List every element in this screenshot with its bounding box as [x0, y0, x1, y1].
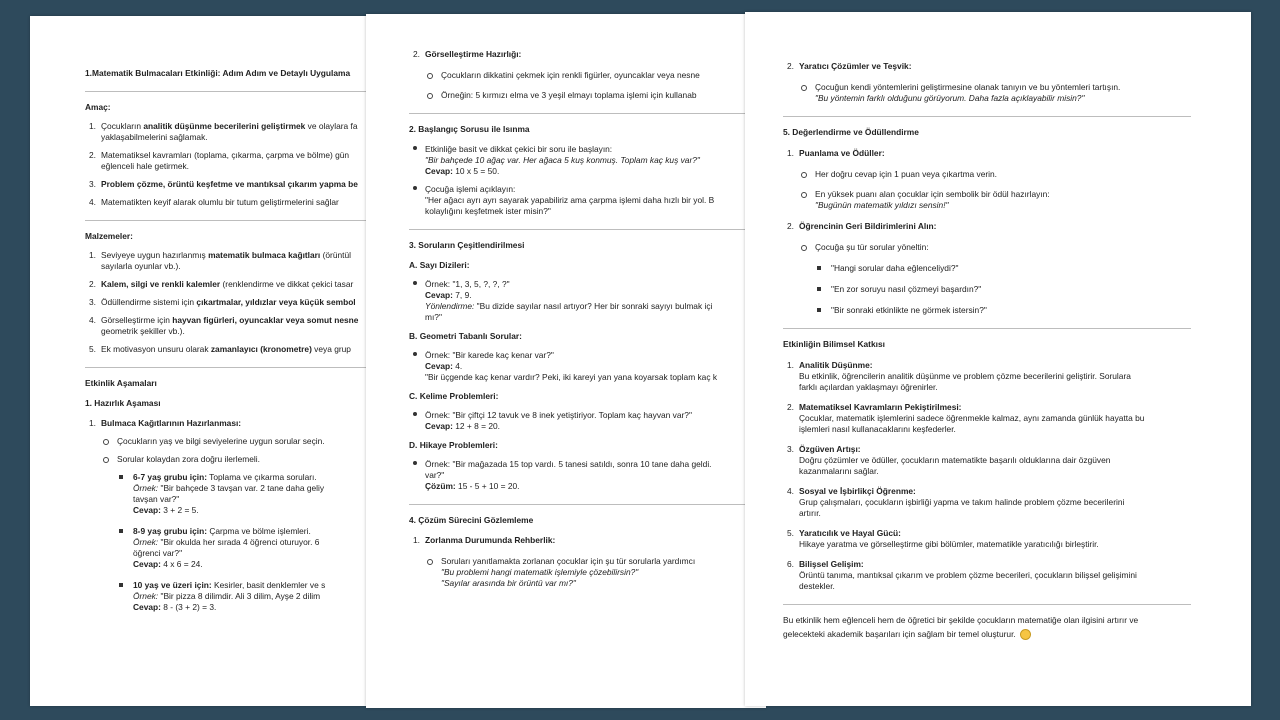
age-groups-list	[85, 472, 375, 613]
example-label: Örnek:	[133, 483, 159, 493]
answer-label: Cevap:	[133, 505, 161, 515]
list-number: 2.	[787, 61, 794, 71]
list-item	[783, 82, 1193, 104]
example-line	[133, 483, 375, 494]
example-label: Örnek:	[133, 591, 159, 601]
list-item	[85, 418, 375, 429]
contribution-item	[783, 402, 1193, 435]
list-text: Matematiksel kavramları (toplama, çıkarma, çarpma ve bölme) gün	[101, 150, 350, 160]
circle-bullet-icon	[801, 172, 807, 178]
list-item	[409, 184, 766, 217]
page-1-content	[85, 68, 375, 623]
subheading-puanlama: Puanlama ve Ödüller:	[799, 148, 885, 158]
divider	[85, 367, 375, 368]
example-text: Örnek: "Bir mağazada 15 top vardı. 5 tanesi satıldı, sonra 10 tane daha geldi.	[425, 459, 712, 469]
feedback-question: "Bir sonraki etkinlikte ne görmek istersin?"	[831, 305, 987, 315]
page-2-content	[409, 49, 766, 596]
section-heading-cozum: 4. Çözüm Sürecini Gözlemleme	[409, 515, 534, 525]
bullet-icon	[413, 146, 417, 150]
list-text: (renklendirme ve dikkat çekici tasar	[220, 279, 354, 289]
amac-list	[85, 121, 375, 208]
list-text-line	[101, 279, 375, 290]
list-text: Çocuğa işlemi açıklayın:	[425, 184, 516, 194]
malzeme-list	[85, 250, 375, 355]
example-text: "Bir üçgende kaç kenar vardır? Peki, iki kareyi yan yana koyarsak toplam kaç k	[425, 372, 718, 382]
square-bullet-icon	[119, 583, 123, 587]
divider	[85, 91, 375, 92]
circle-bullet-icon	[103, 439, 109, 445]
list-number: 3.	[89, 179, 96, 189]
bold-text: analitik düşünme becerilerini geliştirmek	[143, 121, 306, 131]
example-label: Örnek:	[133, 537, 159, 547]
divider	[783, 604, 1191, 605]
contribution-item	[783, 486, 1193, 519]
feedback-question: "Hangi sorular daha eğlenceliydi?"	[831, 263, 959, 273]
example-text: "Bir pizza 8 dilimdir. Ali 3 dilim, Ayşe 2 dilim	[158, 591, 321, 601]
list-item	[85, 179, 375, 190]
example-text: "Bir bahçede 3 tavşan var. 2 tane daha geliy	[158, 483, 325, 493]
list-text: En yüksek puanı alan çocuklar için sembolik bir ödül hazırlayın:	[815, 189, 1050, 199]
guidance-text: "Bu dizide sayılar nasıl artıyor? Her bir sonraki sayıyı bulmak içi	[474, 301, 713, 311]
feedback-questions	[783, 263, 1193, 316]
contribution-text: Doğru çözümler ve ödüller, çocukların matematikte başarılı olduklarına dair özgüven	[799, 455, 1111, 465]
bold-text: hayvan figürleri, oyuncaklar veya somut nesne	[172, 315, 359, 325]
list-text: geometrik şekiller vb.).	[101, 326, 185, 336]
square-bullet-icon	[817, 266, 821, 270]
age-group-item	[85, 472, 375, 516]
closing-text: Bu etkinlik hem eğlenceli hem de öğretici bir şekilde çocukların matematiğe olan ilgisini artırır ve	[783, 615, 1139, 625]
list-text: Çocukların dikkatini çekmek için renkli figürler, oyuncaklar veya nesne	[441, 70, 700, 80]
circle-bullet-icon	[427, 73, 433, 79]
circle-bullet-icon	[427, 93, 433, 99]
list-number: 3.	[89, 297, 96, 307]
list-number: 2.	[787, 221, 794, 231]
list-item	[85, 454, 375, 465]
list-item	[783, 221, 1193, 232]
contribution-item	[783, 528, 1193, 550]
bold-text: matematik bulmaca kağıtları	[208, 250, 321, 260]
subheading-bulmaca: Bulmaca Kağıtlarının Hazırlanması:	[101, 418, 242, 428]
divider	[783, 328, 1191, 329]
list-text: Çocukların	[101, 121, 144, 131]
feedback-question-item	[783, 284, 1193, 295]
section-heading-cesit: 3. Soruların Çeşitlendirilmesi	[409, 240, 525, 250]
example-text: öğrenci var?"	[133, 548, 183, 558]
contribution-text: farklı açılardan yaklaşmayı öğrenirler.	[799, 382, 938, 392]
square-bullet-icon	[119, 475, 123, 479]
example-text: Örnek: "Bir çiftçi 12 tavuk ve 8 inek yetiştiriyor. Toplam kaç hayvan var?"	[425, 410, 692, 420]
list-number: 2.	[89, 150, 96, 160]
age-group-label: 10 yaş ve üzeri için:	[133, 580, 212, 590]
list-text: Ek motivasyon unsuru olarak	[101, 344, 211, 354]
example-text: var?"	[425, 470, 445, 480]
square-bullet-icon	[817, 308, 821, 312]
feedback-question-item	[783, 263, 1193, 274]
guidance-question: "Bu problemi hangi matematik işlemiyle çözebilirsin?"	[441, 567, 639, 577]
list-number: 1.	[787, 148, 794, 158]
list-text: Etkinliğe basit ve dikkat çekici bir soru ile başlayın:	[425, 144, 613, 154]
bold-text: Kalem, silgi ve renkli kalemler	[101, 279, 221, 289]
list-number: 2.	[413, 49, 420, 59]
list-text-line	[101, 121, 375, 132]
subheading-kelime: C. Kelime Problemleri:	[409, 391, 499, 401]
list-text-line	[133, 526, 375, 537]
list-text: eğlenceli hale getirmek.	[101, 161, 189, 171]
list-text: Kesirler, basit denklemler ve s	[211, 580, 326, 590]
bullet-icon	[413, 412, 417, 416]
list-text: Örneğin: 5 kırmızı elma ve 3 yeşil elmayı toplama işlemi için kullanab	[441, 90, 697, 100]
list-item	[783, 61, 1193, 72]
page-3-content	[783, 61, 1193, 640]
award-phrase: "Bugünün matematik yıldızı sensin!"	[815, 200, 949, 210]
square-bullet-icon	[817, 287, 821, 291]
contribution-text: Grup çalışmaları, çocukların işbirliği yapma ve takım halinde problem çözme becerilerini	[799, 497, 1125, 507]
list-text-line	[133, 472, 375, 483]
scientific-contribution-list	[783, 360, 1193, 592]
list-text: Çocuğa şu tür sorular yöneltin:	[815, 242, 929, 252]
list-text: Soruları yanıtlamakta zorlanan çocuklar için şu tür sorularla yardımcı	[441, 556, 696, 566]
list-text: Toplama ve çıkarma soruları.	[207, 472, 317, 482]
list-item	[409, 535, 766, 546]
guidance-question: "Bu yöntemin farklı olduğunu görüyorum. Daha fazla açıklayabilir misin?"	[815, 93, 1085, 103]
list-item	[85, 297, 375, 308]
list-text: Sorular kolaydan zora doğru ilerlemeli.	[117, 454, 260, 464]
list-item	[783, 169, 1193, 180]
list-number: 1.	[89, 250, 96, 260]
bullet-icon	[413, 461, 417, 465]
list-number: 2.	[89, 279, 96, 289]
list-text-line	[133, 580, 375, 591]
contribution-text: işlemleri nasıl kullanacaklarını keşfederler.	[799, 424, 956, 434]
divider	[85, 220, 375, 221]
list-item	[783, 242, 1193, 253]
age-group-label: 8-9 yaş grubu için:	[133, 526, 207, 536]
list-item	[409, 350, 766, 383]
subheading-hikaye: D. Hikaye Problemleri:	[409, 440, 498, 450]
list-item	[783, 189, 1193, 211]
section-heading-degerlendirme: 5. Değerlendirme ve Ödüllendirme	[783, 127, 919, 137]
bullet-icon	[413, 352, 417, 356]
list-number: 4.	[787, 486, 794, 496]
list-item	[783, 148, 1193, 159]
answer-label: Cevap:	[425, 290, 453, 300]
document-title: 1.Matematik Bulmacaları Etkinliği: Adım Adım ve Detaylı Uygulama	[85, 68, 351, 78]
age-group-item	[85, 580, 375, 613]
contribution-item	[783, 559, 1193, 592]
list-item	[409, 459, 766, 492]
list-item	[409, 90, 766, 101]
answer-label: Cevap:	[425, 166, 453, 176]
list-item	[409, 410, 766, 432]
contribution-heading: Matematiksel Kavramların Pekiştirilmesi:	[799, 402, 962, 412]
closing-paragraph	[783, 615, 1193, 640]
list-text: Seviyeye uygun hazırlanmış	[101, 250, 209, 260]
list-item	[85, 197, 375, 208]
example-text: tavşan var?"	[133, 494, 180, 504]
guidance-text: mı?"	[425, 312, 442, 322]
list-number: 5.	[89, 344, 96, 354]
document-page-2	[366, 14, 766, 708]
list-text: yaklaşabilmelerini sağlamak.	[101, 132, 208, 142]
list-text: Matematikten keyif alarak olumlu bir tutum geliştirmelerini sağlar	[101, 197, 339, 207]
document-page-3	[745, 12, 1251, 706]
bullet-icon	[413, 281, 417, 285]
section-heading-amac: Amaç:	[85, 102, 111, 112]
divider	[783, 116, 1191, 117]
guidance-question: "Sayılar arasında bir örüntü var mı?"	[441, 578, 576, 588]
section-heading-bilimsel: Etkinliğin Bilimsel Katkısı	[783, 339, 885, 349]
list-text-line	[101, 150, 375, 161]
example-text: "Bir okulda her sırada 4 öğrenci oturuyor. 6	[158, 537, 320, 547]
list-text: Ödüllendirme sistemi için	[101, 297, 197, 307]
answer-value: 4 x 6 = 24.	[160, 559, 203, 569]
solution-value: 15 - 5 + 10 = 20.	[455, 481, 520, 491]
answer-value: 12 + 8 = 20.	[452, 421, 500, 431]
answer-line	[133, 559, 375, 570]
list-item	[85, 250, 375, 272]
contribution-text: destekler.	[799, 581, 835, 591]
contribution-text: Hikaye yaratma ve görselleştirme gibi bölümler, matematikle yaratıcılığı birleştirir.	[799, 539, 1099, 549]
answer-label: Cevap:	[133, 602, 161, 612]
answer-value: 4.	[452, 361, 463, 371]
circle-bullet-icon	[103, 457, 109, 463]
list-text: "Her ağacı ayrı ayrı sayarak yapabiliriz ama çarpma işlemi daha hızlı bir yol. B	[425, 195, 715, 205]
smiling-face-icon	[1020, 629, 1031, 640]
list-item	[85, 279, 375, 290]
list-text-line	[101, 197, 375, 208]
list-text: ve olaylara fa	[305, 121, 358, 131]
bullet-icon	[413, 186, 417, 190]
list-text-line	[101, 250, 375, 261]
answer-label: Cevap:	[425, 421, 453, 431]
list-number: 3.	[787, 444, 794, 454]
list-text-line	[101, 297, 375, 308]
section-heading-baslangic: 2. Başlangıç Sorusu ile Isınma	[409, 124, 530, 134]
contribution-text: kazanmalarını sağlar.	[799, 466, 879, 476]
list-text: kolaylığını keşfetmek ister misin?"	[425, 206, 551, 216]
list-text: Görselleştirme için	[101, 315, 173, 325]
list-item	[409, 556, 766, 589]
list-number: 4.	[89, 315, 96, 325]
list-item	[85, 436, 375, 447]
answer-line	[133, 505, 375, 516]
list-number: 1.	[89, 418, 96, 428]
bold-text: çıkartmalar, yıldızlar veya küçük sembol	[196, 297, 356, 307]
subheading-yaratici: Yaratıcı Çözümler ve Teşvik:	[799, 61, 912, 71]
list-number: 1.	[89, 121, 96, 131]
list-text-line	[101, 315, 375, 326]
document-page-1	[30, 16, 375, 706]
list-text: Çocukların yaş ve bilgi seviyelerine uygun sorular seçin.	[117, 436, 325, 446]
answer-value: 10 x 5 = 50.	[452, 166, 500, 176]
example-line	[133, 591, 375, 602]
example-line	[133, 537, 375, 548]
subheading-hazirlik: 1. Hazırlık Aşaması	[85, 398, 161, 408]
list-text: (örüntül	[320, 250, 351, 260]
answer-value: 7, 9.	[452, 290, 472, 300]
list-number: 2.	[787, 402, 794, 412]
contribution-heading: Sosyal ve İşbirlikçi Öğrenme:	[799, 486, 916, 496]
list-item	[409, 279, 766, 323]
contribution-text: artırır.	[799, 508, 821, 518]
circle-bullet-icon	[801, 85, 807, 91]
subheading-sayi-dizileri: A. Sayı Dizileri:	[409, 260, 470, 270]
closing-text: gelecekteki akademik başarıları için sağlam bir temel oluşturur.	[783, 629, 1016, 639]
circle-bullet-icon	[801, 192, 807, 198]
answer-value: 3 + 2 = 5.	[160, 505, 199, 515]
example-question: "Bir bahçede 10 ağaç var. Her ağaca 5 kuş konmuş. Toplam kaç kuş var?"	[425, 155, 700, 165]
list-text-line	[101, 344, 375, 355]
list-number: 5.	[787, 528, 794, 538]
age-group-item	[85, 526, 375, 570]
list-number: 1.	[787, 360, 794, 370]
list-item	[85, 121, 375, 143]
subheading-geri-bildirim: Öğrencinin Geri Bildirimlerini Alın:	[799, 221, 937, 231]
list-text: sayılarla oyunlar vb.).	[101, 261, 181, 271]
divider	[409, 504, 766, 505]
list-item	[85, 344, 375, 355]
list-item	[409, 49, 766, 60]
example-text: Örnek: "1, 3, 5, ?, ?, ?"	[425, 279, 510, 289]
list-text: veya grup	[311, 344, 351, 354]
contribution-item	[783, 360, 1193, 393]
circle-bullet-icon	[427, 559, 433, 565]
list-number: 6.	[787, 559, 794, 569]
square-bullet-icon	[119, 529, 123, 533]
example-text: Örnek: "Bir karede kaç kenar var?"	[425, 350, 554, 360]
contribution-heading: Yaratıcılık ve Hayal Gücü:	[799, 528, 901, 538]
subheading-gorsel: Görselleştirme Hazırlığı:	[425, 49, 522, 59]
list-text: Çarpma ve bölme işlemleri.	[207, 526, 311, 536]
solution-label: Çözüm:	[425, 481, 456, 491]
list-text-line	[101, 179, 375, 190]
age-group-label: 6-7 yaş grubu için:	[133, 472, 207, 482]
list-item	[85, 315, 375, 337]
answer-line	[133, 602, 375, 613]
divider	[409, 229, 766, 230]
contribution-item	[783, 444, 1193, 477]
list-item	[85, 150, 375, 172]
list-number: 4.	[89, 197, 96, 207]
bold-text: zamanlayıcı (kronometre)	[210, 344, 312, 354]
answer-value: 8 - (3 + 2) = 3.	[160, 602, 217, 612]
list-item	[409, 144, 766, 177]
section-heading-malzemeler: Malzemeler:	[85, 231, 133, 241]
list-text: Her doğru cevap için 1 puan veya çıkartma verin.	[815, 169, 998, 179]
feedback-question: "En zor soruyu nasıl çözmeyi başardın?"	[831, 284, 982, 294]
list-number: 1.	[413, 535, 420, 545]
contribution-text: Örüntü tanıma, mantıksal çıkarım ve problem çözme becerileri, çocukların bilişsel gelişimini	[799, 570, 1137, 580]
answer-label: Cevap:	[425, 361, 453, 371]
contribution-heading: Özgüven Artışı:	[799, 444, 861, 454]
list-item	[409, 70, 766, 81]
contribution-heading: Analitik Düşünme:	[799, 360, 873, 370]
subheading-zorlanma: Zorlanma Durumunda Rehberlik:	[425, 535, 556, 545]
list-text: Çocuğun kendi yöntemlerini geliştirmesine olanak tanıyın ve bu yöntemleri tartışın.	[815, 82, 1121, 92]
section-heading-asamalar: Etkinlik Aşamaları	[85, 378, 157, 388]
subheading-geometri: B. Geometri Tabanlı Sorular:	[409, 331, 522, 341]
guidance-label: Yönlendirme:	[425, 301, 475, 311]
feedback-question-item	[783, 305, 1193, 316]
contribution-text: Bu etkinlik, öğrencilerin analitik düşünme ve problem çözme becerilerini geliştirir. Sorulara	[799, 371, 1131, 381]
contribution-heading: Bilişsel Gelişim:	[799, 559, 864, 569]
contribution-text: Çocuklar, matematik işlemlerini sadece öğrenmekle kalmaz, aynı zamanda günlük hayatta bu	[799, 413, 1145, 423]
answer-label: Cevap:	[133, 559, 161, 569]
circle-bullet-icon	[801, 245, 807, 251]
bold-text: Problem çözme, örüntü keşfetme ve mantıksal çıkarım yapma be	[101, 179, 358, 189]
divider	[409, 113, 766, 114]
